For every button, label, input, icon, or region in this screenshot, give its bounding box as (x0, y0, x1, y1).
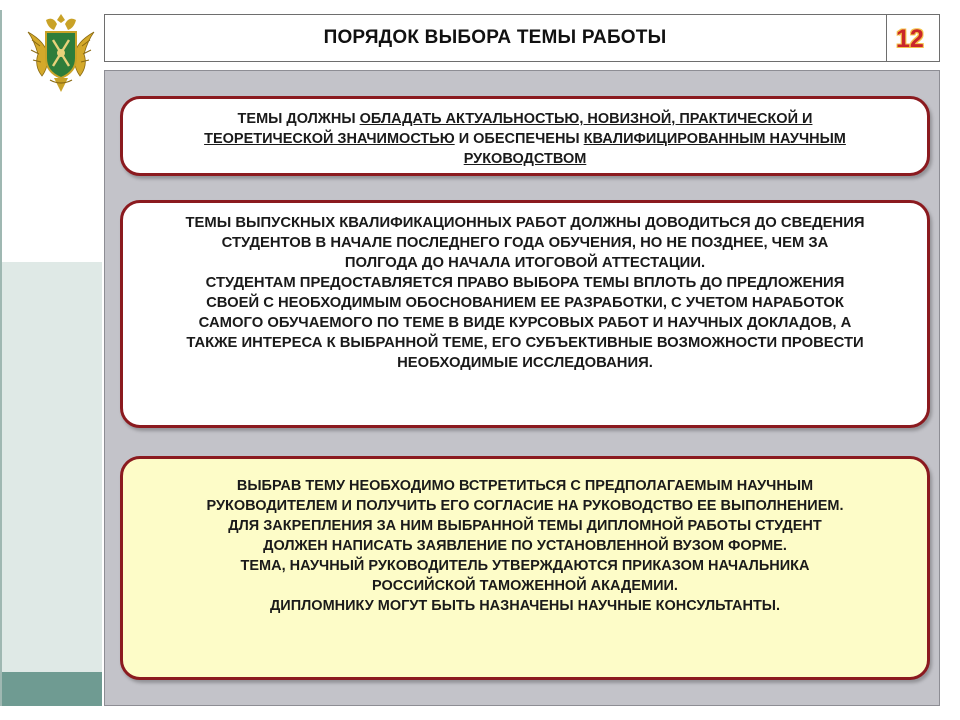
requirements-line-3: РУКОВОДСТВОМ (463, 151, 587, 167)
announcement-line: СВОЕЙ С НЕОБХОДИМЫМ ОБОСНОВАНИЕМ ЕЕ РАЗРАБОТКИ, С УЧЕТОМ НАРАБОТОК (206, 295, 844, 311)
page-number: 12 (896, 25, 924, 53)
customs-emblem-icon (24, 10, 98, 98)
left-strip-middle (0, 262, 102, 672)
procedure-line: РОССИЙСКОЙ ТАМОЖЕННОЙ АКАДЕМИИ. (372, 578, 678, 594)
procedure-line: ВЫБРАВ ТЕМУ НЕОБХОДИМО ВСТРЕТИТЬСЯ С ПРЕДПОЛАГАЕМЫМ НАУЧНЫМ (236, 478, 814, 494)
announcement-line: СТУДЕНТАМ ПРЕДОСТАВЛЯЕТСЯ ПРАВО ВЫБОРА ТЕМЫ ВПЛОТЬ ДО ПРЕДЛОЖЕНИЯ (205, 275, 845, 291)
procedure-box (120, 456, 930, 680)
page-title: ПОРЯДОК ВЫБОРА ТЕМЫ РАБОТЫ (323, 27, 667, 48)
procedure-line: ТЕМА, НАУЧНЫЙ РУКОВОДИТЕЛЬ УТВЕРЖДАЮТСЯ ПРИКАЗОМ НАЧАЛЬНИКА (240, 558, 810, 574)
announcement-line: НЕОБХОДИМЫЕ ИССЛЕДОВАНИЯ. (397, 355, 653, 371)
left-strip-bottom (0, 672, 102, 706)
announcement-line: ТАКЖЕ ИНТЕРЕСА К ВЫБРАННОЙ ТЕМЕ, ЕГО СУБЪЕКТИВНЫЕ ВОЗМОЖНОСТИ ПРОВЕСТИ (186, 335, 864, 351)
announcement-line: СТУДЕНТОВ В НАЧАЛЕ ПОСЛЕДНЕГО ГОДА ОБУЧЕНИЯ, НО НЕ ПОЗДНЕЕ, ЧЕМ ЗА (221, 235, 829, 251)
requirements-line-1: ТЕМЫ ДОЛЖНЫ ОБЛАДАТЬ АКТУАЛЬНОСТЬЮ, НОВИЗНОЙ, ПРАКТИЧЕСКОЙ И (237, 111, 813, 127)
announcement-box (120, 200, 930, 428)
announcement-line: ТЕМЫ ВЫПУСКНЫХ КВАЛИФИКАЦИОННЫХ РАБОТ ДОЛЖНЫ ДОВОДИТЬСЯ ДО СВЕДЕНИЯ (185, 215, 865, 231)
announcement-line: САМОГО ОБУЧАЕМОГО ПО ТЕМЕ В ВИДЕ КУРСОВЫХ РАБОТ И НАУЧНЫХ ДОКЛАДОВ, А (198, 315, 852, 331)
procedure-line: ДОЛЖЕН НАПИСАТЬ ЗАЯВЛЕНИЕ ПО УСТАНОВЛЕННОЙ ВУЗОМ ФОРМЕ. (263, 538, 787, 554)
title-divider (886, 14, 887, 62)
procedure-line: ДИПЛОМНИКУ МОГУТ БЫТЬ НАЗНАЧЕНЫ НАУЧНЫЕ КОНСУЛЬТАНТЫ. (269, 598, 781, 614)
announcement-line: ПОЛГОДА ДО НАЧАЛА ИТОГОВОЙ АТТЕСТАЦИИ. (344, 255, 706, 271)
requirements-line-2: ТЕОРЕТИЧЕСКОЙ ЗНАЧИМОСТЬЮ И ОБЕСПЕЧЕНЫ КВАЛИФИЦИРОВАННЫМ НАУЧНЫМ (204, 131, 846, 147)
left-edge-line (0, 10, 2, 706)
requirements-box (120, 96, 930, 176)
procedure-line: ДЛЯ ЗАКРЕПЛЕНИЯ ЗА НИМ ВЫБРАННОЙ ТЕМЫ ДИПЛОМНОЙ РАБОТЫ СТУДЕНТ (228, 518, 822, 534)
procedure-line: РУКОВОДИТЕЛЕМ И ПОЛУЧИТЬ ЕГО СОГЛАСИЕ НА РУКОВОДСТВО ЕЕ ВЫПОЛНЕНИЕМ. (206, 498, 844, 514)
